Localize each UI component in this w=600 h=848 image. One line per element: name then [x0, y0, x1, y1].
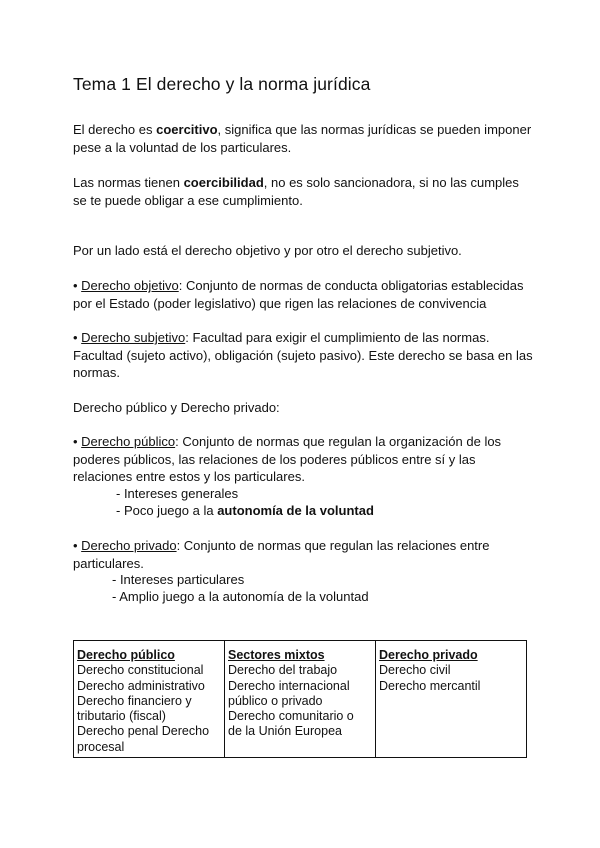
text-segment: : Conjunto de normas que regulan las relaciones entre particulares.: [73, 538, 490, 571]
sub-item-amplio-juego: - Amplio juego a la autonomía de la voluntad: [112, 589, 369, 604]
bullet-derecho-objetivo: [73, 277, 533, 312]
cell-line: Derecho financiero y: [77, 693, 192, 708]
bullet-glyph: •: [73, 434, 82, 449]
table-cell-sectores-mixtos: [225, 641, 376, 758]
text-segment: , no es solo sancionadora, si no las cumples se te puede obligar a ese cumplimiento.: [73, 175, 519, 208]
table-row: [74, 641, 527, 758]
text-segment: : Conjunto de normas de conducta obligatorias establecidas por el Estado (poder legislativo) que rigen las relaciones de convivencia: [73, 278, 524, 311]
bold-term: autonomía de la voluntad: [217, 503, 374, 518]
bullet-derecho-subjetivo: [73, 329, 533, 382]
bullet-glyph: •: [73, 278, 82, 293]
cell-line: Derecho comunitario o: [228, 709, 354, 724]
bullet-glyph: •: [73, 330, 82, 345]
column-header: Derecho privado: [379, 648, 478, 662]
cell-line: Derecho penal Derecho: [77, 724, 210, 739]
cell-line: Derecho civil: [379, 663, 451, 678]
underlined-term: Derecho subjetivo: [81, 330, 186, 345]
text-segment: , significa que las normas jurídicas se pueden imponer pese a la voluntad de los particulares.: [73, 122, 532, 155]
sub-item-intereses-particulares: - Intereses particulares: [112, 572, 245, 587]
text-segment: Las normas tienen: [73, 175, 184, 190]
cell-line: de la Unión Europea: [228, 724, 342, 739]
text-segment: - Poco juego a la: [116, 503, 218, 518]
table-cell-derecho-privado: [376, 641, 527, 758]
cell-line: Derecho del trabajo: [228, 663, 338, 678]
bullet-derecho-privado: [73, 537, 533, 572]
underlined-term: Derecho privado: [81, 538, 177, 553]
paragraph-coercibilidad: [73, 174, 533, 209]
classification-table: [73, 640, 527, 758]
underlined-term: Derecho público: [81, 434, 176, 449]
sub-item-intereses-generales: - Intereses generales: [116, 486, 239, 501]
bold-term: coercitivo: [156, 122, 218, 137]
cell-line: Derecho mercantil: [379, 678, 481, 693]
cell-line: Derecho constitucional: [77, 663, 204, 678]
cell-line: procesal: [77, 739, 125, 754]
column-header: Derecho público: [77, 648, 175, 662]
bold-term: coercibilidad: [183, 175, 264, 190]
paragraph-coercitivo: [73, 121, 533, 156]
column-header: Sectores mixtos: [228, 648, 325, 662]
paragraph-objetivo-subjetivo: Por un lado está el derecho objetivo y por otro el derecho subjetivo.: [73, 243, 462, 258]
page-title: Tema 1 El derecho y la norma jurídica: [73, 74, 371, 94]
text-segment: : Conjunto de normas que regulan la organización de los poderes públicos, las relaciones de los poderes públicos entre sí y las relaciones entre estos y los particulares.: [73, 434, 502, 484]
paragraph-publico-privado: Derecho público y Derecho privado:: [73, 400, 280, 415]
underlined-term: Derecho objetivo: [81, 278, 179, 293]
cell-line: Derecho administrativo: [77, 678, 205, 693]
cell-line: tributario (fiscal): [77, 709, 166, 724]
cell-line: Derecho internacional: [228, 678, 350, 693]
sub-item-poco-juego: [116, 502, 374, 520]
bullet-glyph: •: [73, 538, 82, 553]
text-segment: : Facultad para exigir el cumplimiento de las normas. Facultad (sujeto activo), obligación (sujeto pasivo). Este derecho se basa en las normas.: [73, 330, 533, 380]
text-segment: El derecho es: [73, 122, 157, 137]
cell-line: público o privado: [228, 693, 323, 708]
table-cell-derecho-publico: [74, 641, 225, 758]
bullet-derecho-publico: [73, 433, 533, 486]
